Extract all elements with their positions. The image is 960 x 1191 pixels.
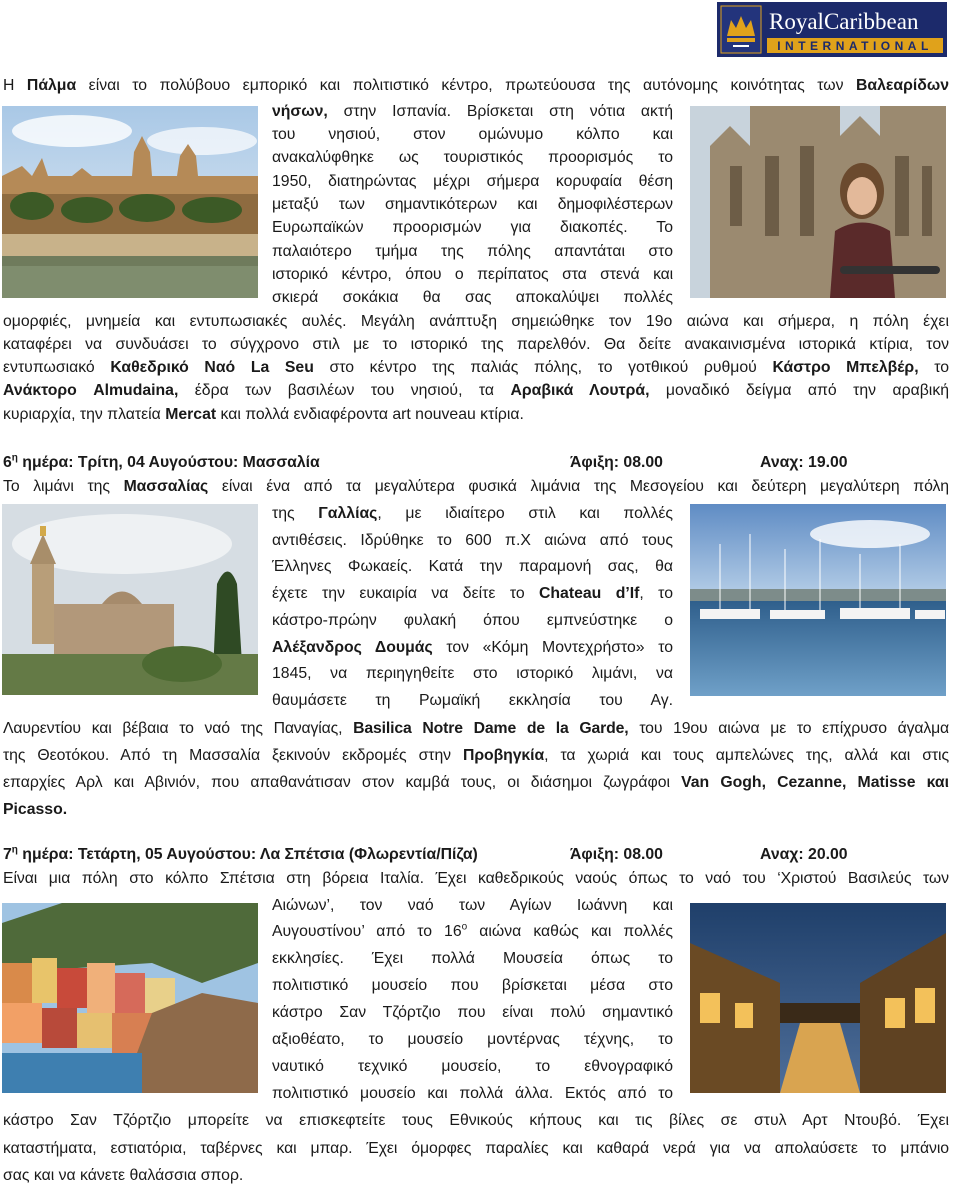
text-run: της Θεοτόκου. Από τη Μασσαλία ξεκινούν εκδρομές στην [3, 747, 463, 764]
cinque-terre-village-photo [2, 903, 258, 1093]
bold-term: Chateau d’If [539, 585, 640, 602]
day6-text-line [272, 611, 673, 631]
text-run: ναυτικό τεχνικό μουσείο, το εθνογραφικό [272, 1058, 673, 1075]
palma-text-line [3, 381, 949, 401]
text-run: κυριαρχία, την πλατεία [3, 406, 166, 423]
text-run: θαυμάσετε τη Ρωμαϊκή εκκλησία του Αγ. [272, 692, 673, 709]
text-run: εντυπωσιακό [3, 359, 111, 376]
palma-text-line [272, 148, 673, 168]
day7-text-line [3, 869, 949, 889]
palma-text-line [272, 242, 673, 262]
palma-text-line [3, 312, 949, 332]
florence-night-street-photo [690, 903, 946, 1093]
text-run: ομορφιές, μνημεία και εντυπωσιακές αυλές. Μεγάλη ανάπτυξη σημειώθηκε τον 19ο αιώνα και σήμερα, η πόλη έχει [3, 313, 949, 330]
bold-term: Πάλμα [26, 77, 77, 94]
day6-text-line [3, 746, 949, 766]
day6-text-line [3, 719, 949, 739]
palma-text-line [272, 172, 673, 192]
palma-cathedral-photo [2, 106, 258, 298]
day7-departure: Αναχ: 20.00 [760, 846, 848, 863]
bold-term: Van Gogh, Cezanne, Matisse και [681, 774, 949, 791]
palma-text-line [3, 405, 949, 425]
day6-departure: Αναχ: 19.00 [760, 454, 848, 471]
bold-term: Picasso. [3, 801, 68, 818]
day6-text-line [3, 800, 949, 820]
day7-text-line [3, 1166, 949, 1186]
day7-text-line [272, 1003, 673, 1023]
text-run: το [918, 359, 950, 376]
text-run: μεταξύ των σημαντικότερων και δημοφιλέστερων [272, 196, 673, 213]
day7-title: $7^\eta$ ημέρα: Τετάρτη, 05 Αυγούστου: Λα Σπέτσια (Φλωρεντία/Πίζα) [3, 844, 478, 863]
text-run: , τα χωριά και τους αμπελώνες της, αλλά και στις [544, 747, 949, 764]
palma-text-line [3, 76, 949, 96]
bold-term: Basilica Notre Dame de la Garde, [353, 720, 629, 737]
day7-text-line [272, 1084, 673, 1104]
text-run: επαρχίες Αρλ και Αβινιόν, που απαθανάτισαν στον καμβά τους, οι διάσημοι ζωγράφοι [3, 774, 682, 791]
text-run: , με ιδιαίτερο στιλ και πολλές [377, 505, 674, 522]
day6-arrival: Άφιξη: 08.00 [570, 454, 663, 471]
text-run: στο κέντρο της παλιάς πόλης, το γοτθικού ρυθμού [313, 359, 773, 376]
palma-text-line [272, 125, 673, 145]
text-run: του νησιού, στον ομώνυμο κόλπο και [272, 126, 673, 143]
text-run: Έλληνες Φωκαείς. Κατά την παραμονή σας, θα [272, 558, 673, 575]
bold-term: Μασσαλίας [123, 478, 209, 495]
day6-text-line [272, 691, 673, 711]
day6-text-line [272, 557, 673, 577]
bold-term: Mercat [165, 406, 217, 423]
text-run: ανακαλύφθηκε ως τουριστικός προορισμός το [272, 149, 673, 166]
day6-text-line [272, 584, 673, 604]
palma-text-line [272, 195, 673, 215]
text-run: της [272, 505, 319, 522]
svg-text:INTERNATIONAL: INTERNATIONAL [777, 39, 933, 53]
bold-term: Καθεδρικό Ναό La Seu [110, 359, 314, 376]
text-run: παλαιότερο τμήμα της πόλης απαντάται στο [272, 243, 673, 260]
bold-term: Προβηγκία [463, 747, 545, 764]
text-run: Το λιμάνι της [3, 478, 124, 495]
day6-text-line [3, 773, 949, 793]
day7-arrival: Άφιξη: 08.00 [570, 846, 663, 863]
day7-text-line [272, 1030, 673, 1050]
text-run: ιστορικό κέντρο, όπου ο περίπατος στα στενά και [272, 266, 673, 283]
text-run: του 19ου αιώνα με το επίχρυσο άγαλμα [628, 720, 950, 737]
text-run: Είναι μια πόλη στο κόλπο Σπέτσια στη βόρεια Ιταλία. Έχει καθεδρικούς ναούς όπως το ναό του ‘Χριστού Βασιλεύς των [3, 870, 949, 887]
palma-text-line [272, 265, 673, 285]
text-run: είναι το πολύβουο εμπορικό και πολιτιστικό κέντρο, πρωτεύουσα της αυτόνομης κοινότητας των [76, 77, 856, 94]
text-run: Αιώνων’, τον ναό των Αγίων Ιωάννη και [272, 897, 673, 914]
day7-text-line [272, 922, 673, 942]
text-run: εκκλησίες. Έχει πολλά Μουσεία όπως το [272, 950, 673, 967]
text-run: στην Ισπανία. Βρίσκεται στη νότια ακτή [327, 103, 673, 120]
bold-term: Αλέξανδρος Δουμάς [272, 639, 433, 656]
palma-text-line [272, 218, 673, 238]
day7-text-line [272, 1057, 673, 1077]
bold-term: Αραβικά Λουτρά, [510, 382, 650, 399]
text-run: κάστρο Σαν Τζόρτζιο μπορείτε να επισκεφτείτε τους Εθνικούς κήπους και τις βίλες σε στυλ Αρτ Ντουβό. Έχει [3, 1112, 949, 1129]
bold-term: νήσων, [272, 103, 328, 120]
day6-text-line [272, 664, 673, 684]
day7-text-line [272, 896, 673, 916]
text-run: καταστήματα, εστιατόρια, ταβέρνες και μπαρ. Έχει όμορφες παραλίες και καθαρά νερά για να απολαύσετε το μπάνιο [3, 1140, 949, 1157]
text-run: 1845, να περιηγηθείτε στο ιστορικό λιμάνι, να [272, 665, 673, 682]
text-run: αντιθέσεις. Ιδρύθηκε το 600 π.Χ αιώνα από τους [272, 532, 673, 549]
day6-text-line [272, 638, 673, 658]
text-run: πολιτιστικό μουσείο που βρίσκεται μέσα στο [272, 977, 673, 994]
bold-term: Ανάκτορο Almudaina, [3, 382, 179, 399]
text-run: πολιτιστικό μουσείο και πολλά άλλα. Εκτός από το [272, 1085, 673, 1102]
text-run: κάστρο Σαν Τζόρτζιο που είναι πολύ σημαντικό [272, 1004, 673, 1021]
text-run: σας και να κάνετε θαλάσσια σπορ. [3, 1167, 244, 1184]
day6-text-line [272, 531, 673, 551]
svg-text:RoyalCaribbean: RoyalCaribbean [769, 9, 919, 34]
day6-text-line [3, 477, 949, 497]
text-run: 1950, διατηρώντας μέχρι σήμερα κορυφαία θέση [272, 173, 673, 190]
text-run: αξιοθέατο, το μουσείο μοντέρνας τέχνης, το [272, 1031, 673, 1048]
marseille-notre-dame-photo [2, 504, 258, 695]
text-run: αιώνα καθώς και πολλές [467, 923, 674, 940]
text-run: μοναδικό δείγμα από την αραβική [649, 382, 949, 399]
text-run: Η [3, 77, 27, 94]
text-run: Ευρωπαϊκών προορισμών για διακοπές. Το [272, 219, 673, 236]
royal-caribbean-logo [717, 2, 947, 57]
day7-text-line [272, 949, 673, 969]
text-run: τον «Κόμη Μοντεχρήστο» το [432, 639, 674, 656]
text-run: έδρα των βασιλέων του νησιού, τα [178, 382, 511, 399]
text-run: κάστρο-πρώην φυλακή όπου εμπνεύστηκε ο [272, 612, 673, 629]
marseille-harbour-photo [690, 504, 946, 696]
palma-text-line [272, 102, 673, 122]
text-run: Λαυρεντίου και βέβαια το ναό της Παναγίας, [3, 720, 354, 737]
text-run: Αυγουστίνου’ από το 16 [272, 923, 462, 940]
text-run: έχετε την ευκαιρία να δείτε το [272, 585, 539, 602]
palma-la-seu-woman-photo [690, 106, 946, 298]
text-run: ο [461, 921, 468, 933]
text-run: , το [639, 585, 673, 602]
palma-text-line [3, 358, 949, 378]
day6-title: $6^\eta$ ημέρα: Τρίτη, 04 Αυγούστου: Μασσαλία [3, 452, 320, 471]
day7-text-line [3, 1111, 949, 1131]
bold-term: Κάστρο Μπελβέρ, [772, 359, 919, 376]
text-run: και πολλά ενδιαφέροντα art nouveau κτίρια. [216, 406, 524, 423]
text-run: καταφέρει να συνδυάσει το σύγχρονο στιλ με το ιστορικό της παρελθόν. Θα δείτε ανακαινισμένα ιστορικά κτίρια, τον [3, 336, 949, 353]
bold-term: Γαλλίας [318, 505, 378, 522]
text-run: είναι ένα από τα μεγαλύτερα φυσικά λιμάνια της Μεσογείου και δεύτερη μεγαλύτερη πόλη [208, 478, 950, 495]
day6-text-line [272, 504, 673, 524]
palma-text-line [272, 288, 673, 308]
bold-term: Βαλεαρίδων [856, 77, 949, 94]
day7-text-line [3, 1139, 949, 1159]
text-run: σκιερά σοκάκια θα σας αποκαλύψει πολλές [272, 289, 673, 306]
day7-text-line [272, 976, 673, 996]
palma-text-line [3, 335, 949, 355]
